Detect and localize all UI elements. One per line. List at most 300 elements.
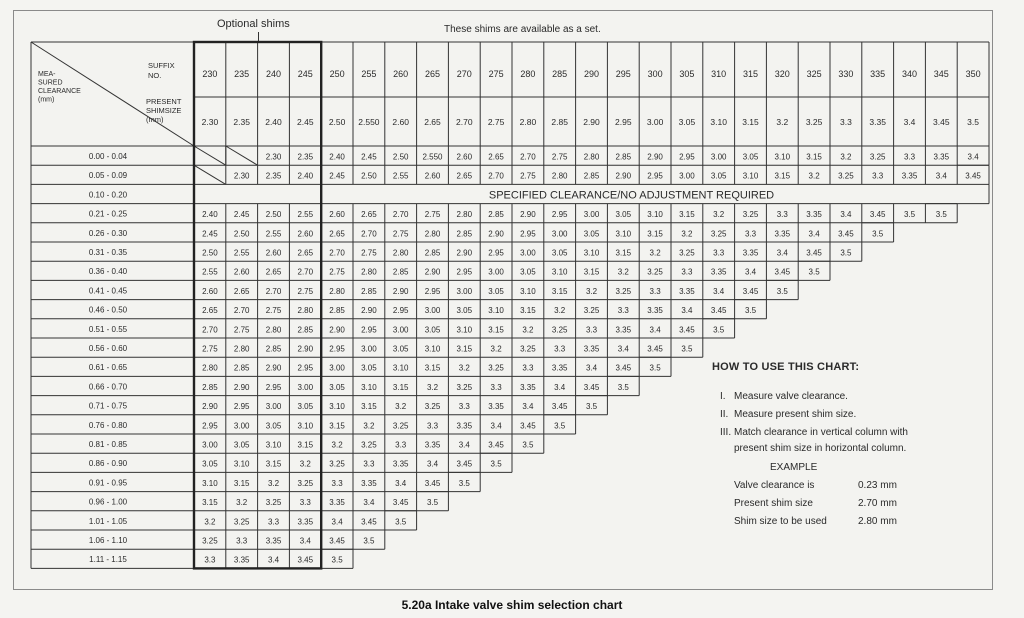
shim-size-cell: 3.15 bbox=[329, 421, 345, 431]
shim-size-cell: 3.45 bbox=[488, 440, 504, 450]
shim-size-cell: 3.3 bbox=[267, 517, 280, 527]
specified-clearance-banner: SPECIFIED CLEARANCE/NO ADJUSTMENT REQUIRED bbox=[488, 189, 775, 202]
shim-size-cell: 2.90 bbox=[647, 152, 663, 162]
shim-size-cell: 3.45 bbox=[424, 478, 441, 488]
shim-size-cell: 2.85 bbox=[265, 344, 282, 354]
shim-size-cell: 3.25 bbox=[551, 325, 568, 335]
shim-size-cell: 3.15 bbox=[456, 344, 473, 354]
shim-size-cell: 3.00 bbox=[233, 421, 250, 431]
shim-size-cell: 3.05 bbox=[551, 248, 568, 258]
clearance-range: 0.26 - 0.30 bbox=[88, 228, 128, 238]
shim-size-cell: 2.95 bbox=[488, 248, 504, 258]
shim-size-cell: 3.4 bbox=[490, 421, 502, 431]
shim-size-cell: 3.00 bbox=[297, 382, 314, 392]
shim-size-cell: 3.3 bbox=[204, 555, 216, 565]
suffix-number: 290 bbox=[583, 69, 600, 79]
present-shim-size-label: (mm) bbox=[146, 115, 164, 124]
suffix-number: 315 bbox=[742, 69, 759, 79]
shim-size-cell: 3.35 bbox=[679, 286, 695, 296]
suffix-number: 345 bbox=[933, 69, 949, 79]
shim-size-cell: 2.45 bbox=[202, 229, 218, 239]
shim-size-cell: 2.50 bbox=[392, 152, 409, 162]
shim-size-cell: 2.75 bbox=[265, 306, 282, 316]
shim-size-cell: 3.10 bbox=[647, 210, 663, 220]
shim-size-cell: 3.45 bbox=[456, 459, 473, 469]
clearance-range: 0.66 - 0.70 bbox=[88, 382, 128, 392]
shim-size-cell: 2.85 bbox=[456, 229, 473, 239]
present-shim-size: 2.60 bbox=[392, 117, 409, 127]
shim-size-cell: 2.90 bbox=[329, 325, 345, 335]
shim-size-cell: 3.3 bbox=[649, 286, 661, 296]
optional-shims-label: Optional shims bbox=[217, 18, 290, 30]
shim-size-cell: 3.35 bbox=[901, 171, 918, 181]
step-3-text: Match clearance in vertical column with bbox=[734, 427, 908, 438]
clearance-range: 1.01 - 1.05 bbox=[88, 516, 128, 526]
shim-size-cell: 3.45 bbox=[742, 286, 759, 296]
shim-size-cell: 2.80 bbox=[583, 152, 600, 162]
shim-size-cell: 3.15 bbox=[806, 152, 822, 162]
shim-size-cell: 3.45 bbox=[965, 171, 981, 181]
shim-size-cell: 3.2 bbox=[585, 286, 598, 296]
shim-size-cell: 2.70 bbox=[392, 210, 409, 220]
shim-size-cell: 2.95 bbox=[265, 382, 282, 392]
shim-size-cell: 2.95 bbox=[329, 344, 345, 354]
shim-size-cell: 2.65 bbox=[265, 267, 282, 277]
shim-size-cell: 3.45 bbox=[583, 382, 600, 392]
shim-size-cell: 3.25 bbox=[869, 152, 886, 162]
shim-size-cell: 2.95 bbox=[647, 171, 663, 181]
shim-size-cell: 3.4 bbox=[967, 152, 979, 162]
present-shim-size: 2.30 bbox=[201, 117, 219, 127]
shim-size-cell: 2.65 bbox=[297, 248, 314, 258]
shim-size-cell: 3.5 bbox=[331, 555, 343, 565]
present-shim-size: 2.80 bbox=[519, 117, 537, 127]
suffix-number: 335 bbox=[870, 69, 886, 79]
shim-size-cell: 3.25 bbox=[838, 171, 854, 181]
shim-size-cell: 3.45 bbox=[710, 306, 727, 316]
blank-cell-diagonal bbox=[226, 146, 258, 165]
shim-size-cell: 3.25 bbox=[520, 344, 536, 354]
shim-size-cell: 3.5 bbox=[903, 210, 916, 220]
present-shim-size: 3.25 bbox=[805, 117, 823, 127]
suffix-number: 235 bbox=[234, 69, 250, 79]
shim-size-cell: 3.15 bbox=[615, 248, 632, 258]
shim-size-cell: 2.85 bbox=[329, 306, 345, 316]
shim-size-cell: 3.10 bbox=[774, 152, 791, 162]
shim-size-cell: 2.85 bbox=[488, 210, 504, 220]
shim-size-cell: 2.35 bbox=[265, 171, 282, 181]
shim-size-cell: 2.90 bbox=[615, 171, 632, 181]
present-shim-size: 2.50 bbox=[328, 117, 346, 127]
shim-size-cell: 2.60 bbox=[202, 286, 218, 296]
shim-size-cell: 3.3 bbox=[713, 248, 725, 258]
measured-clearance-label: SURED bbox=[38, 79, 63, 87]
shim-size-cell: 2.75 bbox=[233, 325, 250, 335]
shim-size-cell: 3.00 bbox=[551, 229, 568, 239]
shim-size-cell: 3.4 bbox=[395, 478, 407, 488]
shim-size-cell: 2.80 bbox=[392, 248, 409, 258]
step-1-num: I. bbox=[720, 391, 726, 402]
shim-size-cell: 3.15 bbox=[647, 229, 663, 239]
present-shim-size: 2.95 bbox=[615, 117, 632, 127]
shim-size-cell: 3.4 bbox=[522, 402, 534, 412]
shim-size-cell: 3.25 bbox=[679, 248, 695, 258]
shim-size-cell: 3.35 bbox=[233, 555, 250, 565]
shim-size-cell: 3.4 bbox=[744, 267, 757, 277]
shim-size-cell: 2.85 bbox=[392, 267, 409, 277]
shim-size-cell: 3.10 bbox=[424, 344, 441, 354]
shim-size-cell: 3.2 bbox=[617, 267, 629, 277]
shim-size-cell: 3.2 bbox=[363, 421, 375, 431]
shim-size-cell: 3.4 bbox=[585, 363, 598, 373]
shim-size-cell: 3.00 bbox=[265, 402, 282, 412]
shim-size-cell: 3.35 bbox=[424, 440, 441, 450]
clearance-range: 0.86 - 0.90 bbox=[88, 459, 128, 469]
shim-size-cell: 3.45 bbox=[361, 517, 377, 527]
suffix-number: 295 bbox=[615, 69, 631, 79]
shim-size-cell: 2.40 bbox=[329, 152, 345, 162]
present-shim-size: 2.70 bbox=[456, 117, 473, 127]
shim-size-cell: 3.15 bbox=[679, 210, 695, 220]
shim-size-cell: 3.4 bbox=[840, 210, 852, 220]
shim-size-cell: 3.05 bbox=[710, 171, 727, 181]
shim-size-cell: 2.55 bbox=[202, 267, 218, 277]
present-shim-size: 3.3 bbox=[839, 117, 852, 127]
shim-size-cell: 3.3 bbox=[363, 459, 375, 469]
shim-size-cell: 3.25 bbox=[297, 478, 314, 488]
suffix-number: 325 bbox=[806, 69, 822, 79]
shim-size-cell: 3.5 bbox=[617, 382, 629, 392]
suffix-number: 310 bbox=[711, 69, 727, 79]
shim-size-cell: 2.75 bbox=[329, 267, 345, 277]
clearance-range: 1.06 - 1.10 bbox=[88, 536, 128, 545]
shim-size-cell: 3.35 bbox=[710, 267, 727, 277]
clearance-range: 0.31 - 0.35 bbox=[88, 248, 128, 257]
shim-size-cell: 3.35 bbox=[647, 306, 663, 316]
shim-size-cell: 3.00 bbox=[392, 325, 409, 335]
shim-size-cell: 2.80 bbox=[551, 171, 568, 181]
example-label-result: Shim size to be used bbox=[734, 516, 827, 527]
shim-size-cell: 2.45 bbox=[361, 152, 377, 162]
shim-size-cell: 3.4 bbox=[935, 171, 947, 181]
shim-size-cell: 3.5 bbox=[840, 248, 852, 258]
example-title: EXAMPLE bbox=[770, 462, 818, 473]
shim-size-cell: 3.5 bbox=[681, 344, 693, 354]
suffix-number: 250 bbox=[329, 69, 345, 79]
shim-size-cell: 3.45 bbox=[774, 267, 791, 277]
shim-size-cell: 3.05 bbox=[520, 267, 536, 277]
shim-size-cell: 3.00 bbox=[202, 440, 218, 450]
example-label-present: Present shim size bbox=[734, 498, 813, 509]
shim-size-cell: 2.70 bbox=[361, 229, 377, 239]
shim-size-cell: 2.95 bbox=[679, 152, 695, 162]
shim-size-cell: 2.90 bbox=[361, 306, 377, 316]
shim-size-cell: 2.70 bbox=[265, 286, 282, 296]
shim-size-cell: 3.25 bbox=[265, 498, 282, 508]
shim-size-cell: 3.35 bbox=[806, 210, 822, 220]
clearance-range: 0.81 - 0.85 bbox=[88, 440, 128, 449]
clearance-range: 0.76 - 0.80 bbox=[88, 420, 128, 430]
blank-cell-diagonal bbox=[194, 165, 226, 184]
shim-size-cell: 3.45 bbox=[806, 248, 822, 258]
step-2-num: II. bbox=[720, 409, 729, 420]
shim-size-cell: 3.2 bbox=[522, 325, 534, 335]
shim-size-cell: 3.4 bbox=[331, 517, 343, 527]
present-shim-size: 3.35 bbox=[869, 117, 886, 127]
step-2-text: Measure present shim size. bbox=[734, 409, 857, 420]
present-shim-size: 2.75 bbox=[487, 117, 505, 127]
example-value-present: 2.70 mm bbox=[858, 498, 897, 509]
shim-size-cell: 3.00 bbox=[583, 210, 600, 220]
shim-size-cell: 3.5 bbox=[585, 402, 598, 412]
shim-size-cell: 3.15 bbox=[297, 440, 314, 450]
shim-size-cell: 3.5 bbox=[808, 267, 820, 277]
shim-size-cell: 3.35 bbox=[551, 363, 568, 373]
shim-size-cell: 2.50 bbox=[202, 248, 218, 258]
shim-size-cell: 2.75 bbox=[361, 248, 377, 258]
shim-size-cell: 2.30 bbox=[265, 152, 282, 162]
shim-size-cell: 3.05 bbox=[615, 210, 632, 220]
shim-size-cell: 2.95 bbox=[520, 229, 536, 239]
present-shim-size-label: SHIMSIZE bbox=[146, 106, 182, 115]
shim-size-cell: 2.70 bbox=[297, 267, 314, 277]
clearance-range: 0.51 - 0.55 bbox=[88, 324, 128, 334]
shim-size-cell: 3.45 bbox=[647, 344, 663, 354]
shim-size-cell: 3.15 bbox=[520, 306, 536, 316]
shim-size-cell: 2.85 bbox=[615, 152, 632, 162]
shim-size-cell: 2.70 bbox=[520, 152, 536, 162]
suffix-number: 320 bbox=[774, 69, 790, 79]
shim-size-cell: 2.45 bbox=[329, 171, 345, 181]
shim-size-cell: 3.25 bbox=[233, 517, 250, 527]
shim-size-cell: 3.15 bbox=[488, 325, 504, 335]
shim-size-cell: 3.5 bbox=[554, 421, 566, 431]
shim-size-cell: 3.10 bbox=[520, 286, 536, 296]
suffix-number: 305 bbox=[679, 69, 695, 79]
shim-size-cell: 3.05 bbox=[456, 306, 473, 316]
shim-size-cell: 3.4 bbox=[776, 248, 788, 258]
shim-size-cell: 3.3 bbox=[744, 229, 757, 239]
shim-size-cell: 3.35 bbox=[520, 382, 536, 392]
shim-size-cell: 3.5 bbox=[776, 286, 788, 296]
shim-size-cell: 3.3 bbox=[776, 210, 788, 220]
shim-size-cell: 2.65 bbox=[233, 286, 250, 296]
shim-size-cell: 3.4 bbox=[299, 536, 311, 546]
shim-size-cell: 3.05 bbox=[233, 440, 250, 450]
shim-size-cell: 2.50 bbox=[233, 229, 250, 239]
shim-size-cell: 2.80 bbox=[233, 344, 250, 354]
shim-size-cell: 2.95 bbox=[202, 421, 218, 431]
shim-size-cell: 2.85 bbox=[297, 325, 314, 335]
shim-size-cell: 2.75 bbox=[520, 171, 536, 181]
present-shim-size: 3.05 bbox=[678, 117, 696, 127]
shim-size-cell: 3.45 bbox=[679, 325, 695, 335]
shim-size-cell: 3.3 bbox=[872, 171, 884, 181]
clearance-range: 0.05 - 0.09 bbox=[88, 171, 128, 181]
shim-size-cell: 3.25 bbox=[329, 459, 345, 469]
shim-size-cell: 2.70 bbox=[329, 248, 345, 258]
example-value-result: 2.80 mm bbox=[858, 516, 897, 527]
shim-size-cell: 3.3 bbox=[585, 325, 598, 335]
shim-size-cell: 3.5 bbox=[426, 498, 439, 508]
shim-size-cell: 3.45 bbox=[392, 498, 409, 508]
shim-size-cell: 3.05 bbox=[742, 152, 759, 162]
shim-size-cell: 3.15 bbox=[392, 382, 409, 392]
shim-size-cell: 3.2 bbox=[649, 248, 661, 258]
shim-size-cell: 2.85 bbox=[424, 248, 441, 258]
shim-size-cell: 2.55 bbox=[392, 171, 409, 181]
shim-size-cell: 3.10 bbox=[392, 363, 409, 373]
shim-size-cell: 3.5 bbox=[490, 459, 502, 469]
shim-size-cell: 2.65 bbox=[488, 152, 504, 162]
suffix-number: 300 bbox=[647, 69, 663, 79]
shim-size-cell: 3.45 bbox=[551, 402, 568, 412]
shim-size-cell: 3.00 bbox=[710, 152, 727, 162]
shim-size-cell: 3.25 bbox=[392, 421, 409, 431]
shim-size-cell: 2.90 bbox=[392, 286, 409, 296]
shim-size-cell: 2.45 bbox=[233, 210, 250, 220]
shim-size-cell: 3.3 bbox=[554, 344, 566, 354]
shim-size-cell: 2.40 bbox=[202, 210, 218, 220]
suffix-number: 245 bbox=[297, 69, 313, 79]
shim-size-cell: 3.4 bbox=[649, 325, 661, 335]
shim-size-cell: 3.3 bbox=[681, 267, 693, 277]
shim-size-cell: 3.3 bbox=[903, 152, 916, 162]
shim-size-cell: 3.5 bbox=[872, 229, 884, 239]
present-shim-size: 3.2 bbox=[776, 117, 789, 127]
shim-size-cell: 3.2 bbox=[395, 402, 407, 412]
shim-size-cell: 3.35 bbox=[933, 152, 950, 162]
shim-size-cell: 2.75 bbox=[551, 152, 568, 162]
shim-size-cell: 2.80 bbox=[297, 306, 314, 316]
shim-size-cell: 3.2 bbox=[299, 459, 311, 469]
shim-size-cell: 3.45 bbox=[838, 229, 854, 239]
suffix-number: 265 bbox=[424, 69, 441, 79]
present-shim-size: 2.90 bbox=[583, 117, 600, 127]
shim-size-cell: 2.60 bbox=[329, 210, 345, 220]
shim-size-cell: 2.80 bbox=[361, 267, 377, 277]
shim-size-cell: 3.10 bbox=[583, 248, 600, 258]
step-3-text-cont: present shim size in horizontal column. bbox=[734, 443, 907, 454]
shim-size-cell: 3.2 bbox=[554, 306, 566, 316]
shim-size-cell: 3.5 bbox=[744, 306, 757, 316]
shim-size-cell: 2.550 bbox=[422, 152, 443, 162]
shim-size-cell: 2.95 bbox=[456, 267, 473, 277]
shim-size-cell: 3.2 bbox=[458, 363, 470, 373]
present-shim-size: 2.65 bbox=[424, 117, 441, 127]
clearance-range: 0.56 - 0.60 bbox=[88, 344, 128, 353]
shim-size-cell: 2.80 bbox=[265, 325, 282, 335]
shim-size-cell: 2.95 bbox=[551, 210, 568, 220]
clearance-range: 1.11 - 1.15 bbox=[89, 555, 127, 565]
shim-size-cell: 3.35 bbox=[265, 536, 282, 546]
shim-size-cell: 3.5 bbox=[935, 210, 947, 220]
shim-size-cell: 2.40 bbox=[297, 171, 314, 181]
shim-size-cell: 3.10 bbox=[329, 402, 345, 412]
shim-size-cell: 2.70 bbox=[488, 171, 504, 181]
shim-size-cell: 3.4 bbox=[267, 555, 280, 565]
shim-size-cell: 2.60 bbox=[233, 267, 250, 277]
shim-size-cell: 3.10 bbox=[202, 478, 218, 488]
shim-size-cell: 3.15 bbox=[202, 498, 218, 508]
shim-size-cell: 2.85 bbox=[233, 363, 250, 373]
shim-size-cell: 3.45 bbox=[329, 536, 345, 546]
shim-size-cell: 2.90 bbox=[233, 382, 250, 392]
shim-size-cell: 3.00 bbox=[361, 344, 377, 354]
shim-size-cell: 2.65 bbox=[456, 171, 473, 181]
measured-clearance-label: MEA- bbox=[38, 71, 56, 78]
shim-size-cell: 3.2 bbox=[840, 152, 852, 162]
shim-size-cell: 3.05 bbox=[265, 421, 282, 431]
how-to-title: HOW TO USE THIS CHART: bbox=[712, 361, 860, 373]
suffix-number: 330 bbox=[838, 69, 854, 79]
shim-size-cell: 3.35 bbox=[361, 478, 377, 488]
suffix-number: 230 bbox=[202, 69, 218, 79]
shim-size-cell: 3.5 bbox=[363, 536, 375, 546]
suffix-number: 285 bbox=[552, 69, 568, 79]
present-shim-size: 3.10 bbox=[710, 117, 727, 127]
shim-size-cell: 3.25 bbox=[742, 210, 759, 220]
shim-size-cell: 2.65 bbox=[202, 306, 218, 316]
suffix-number: 275 bbox=[488, 69, 504, 79]
shim-size-cell: 3.2 bbox=[426, 382, 439, 392]
shim-size-cell: 3.10 bbox=[615, 229, 632, 239]
shim-size-cell: 2.60 bbox=[297, 229, 314, 239]
shim-size-cell: 3.00 bbox=[520, 248, 536, 258]
shim-size-cell: 3.25 bbox=[647, 267, 663, 277]
shim-size-cell: 3.5 bbox=[395, 517, 407, 527]
present-shim-size: 3.5 bbox=[967, 117, 980, 127]
shim-size-cell: 3.00 bbox=[456, 286, 473, 296]
shim-size-cell: 3.10 bbox=[456, 325, 473, 335]
shim-size-cell: 2.95 bbox=[233, 402, 250, 412]
measured-clearance-label: (mm) bbox=[38, 96, 55, 104]
shim-size-cell: 2.85 bbox=[583, 171, 600, 181]
shim-size-cell: 3.4 bbox=[808, 229, 820, 239]
clearance-range: 0.71 - 0.75 bbox=[88, 401, 128, 411]
clearance-range: 0.46 - 0.50 bbox=[88, 305, 128, 315]
shim-size-cell: 2.65 bbox=[329, 229, 345, 239]
shim-size-cell: 3.4 bbox=[617, 344, 629, 354]
shim-size-cell: 3.05 bbox=[424, 325, 441, 335]
shim-size-cell: 2.90 bbox=[456, 248, 473, 258]
shim-size-cell: 2.60 bbox=[424, 171, 441, 181]
shim-size-cell: 3.15 bbox=[583, 267, 600, 277]
shim-size-cell: 3.15 bbox=[233, 478, 250, 488]
suffix-number: 255 bbox=[361, 69, 377, 79]
shim-size-cell: 3.35 bbox=[774, 229, 791, 239]
set-availability-note: These shims are available as a set. bbox=[444, 24, 601, 35]
shim-size-cell: 2.65 bbox=[361, 210, 377, 220]
shim-size-cell: 3.2 bbox=[267, 478, 280, 488]
shim-size-cell: 2.90 bbox=[520, 210, 536, 220]
shim-size-cell: 3.10 bbox=[233, 459, 250, 469]
shim-size-cell: 2.95 bbox=[361, 325, 377, 335]
shim-size-cell: 3.35 bbox=[297, 517, 314, 527]
present-shim-size: 3.00 bbox=[646, 117, 664, 127]
shim-size-cell: 3.25 bbox=[710, 229, 727, 239]
shim-size-cell: 3.5 bbox=[649, 363, 661, 373]
clearance-range: 0.00 - 0.04 bbox=[88, 152, 128, 161]
shim-size-cell: 3.45 bbox=[869, 210, 886, 220]
shim-size-cell: 2.60 bbox=[265, 248, 282, 258]
suffix-number: 280 bbox=[520, 69, 536, 79]
example-value-clearance: 0.23 mm bbox=[858, 480, 897, 491]
present-shim-size: 2.85 bbox=[551, 117, 568, 127]
clearance-range: 0.91 - 0.95 bbox=[88, 478, 128, 488]
suffix-number: 270 bbox=[456, 69, 472, 79]
shim-size-cell: 3.4 bbox=[713, 286, 725, 296]
